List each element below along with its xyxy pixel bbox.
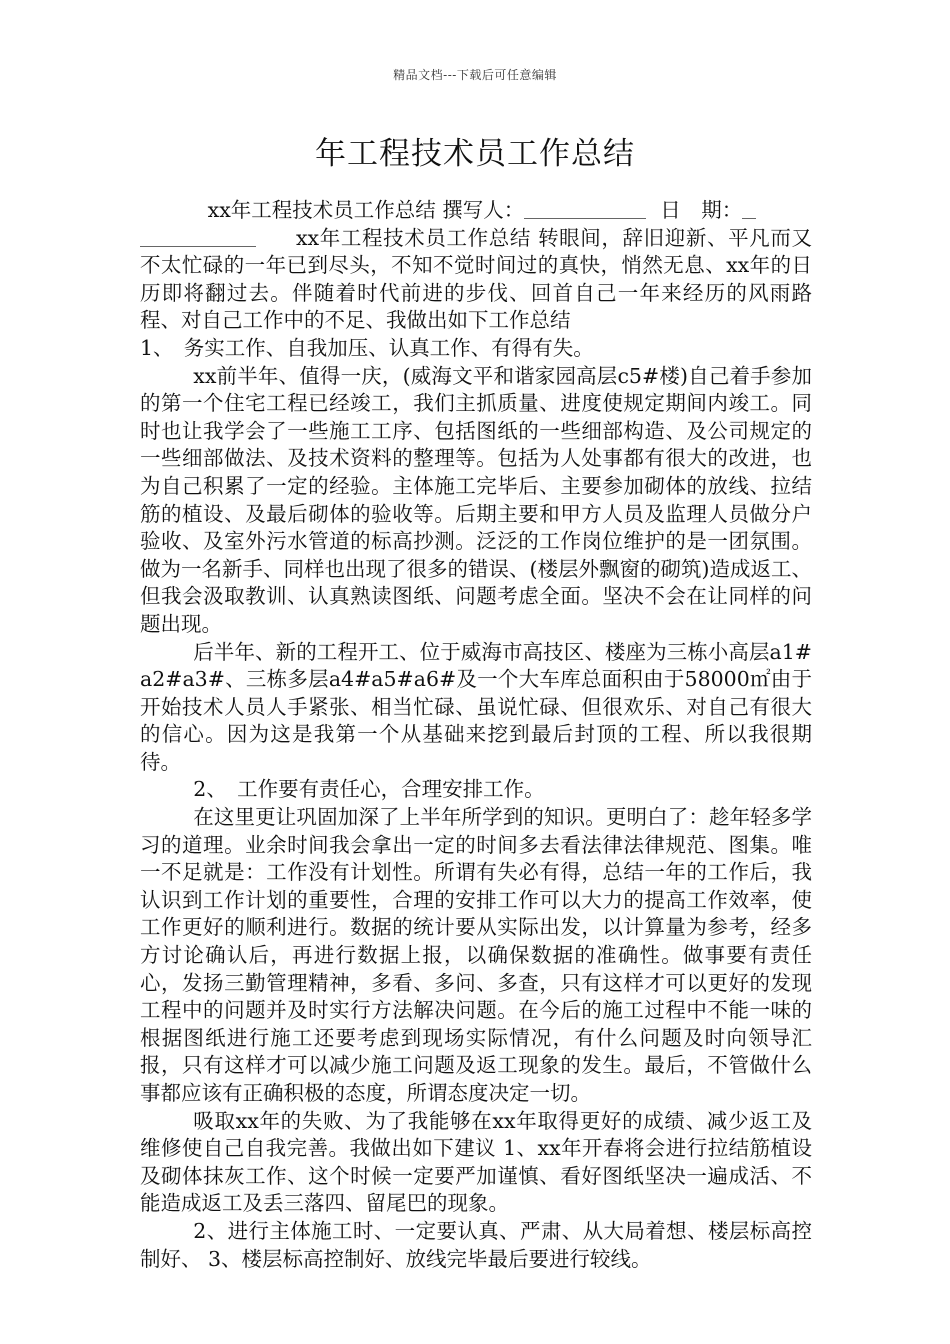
author-label: 撰写人： — [442, 198, 525, 222]
document-title: 年工程技术员工作总结 — [315, 136, 635, 172]
meta-line — [140, 197, 812, 225]
paragraph-main-construction: 2、进行主体施工时、一定要认真、严肃、从大局着想、楼层标高控制好、 3、楼层标高控制好、放线完毕最后要进行较线。 — [140, 1218, 812, 1271]
header-note: 精品文档---下载后可任意编辑 — [393, 68, 557, 82]
paragraph-suggestions: 吸取xx年的失败、为了我能够在xx年取得更好的成绩、减少返工及维修使自己自我完善。我做出如下建议 1、xx年开春将会进行拉结筋植设及砌体抹灰工作、这个时候一定要严加谨慎、看好图纸坚决一遍成活、不能造成返工及丢三落四、留尾巴的现象。 — [140, 1108, 812, 1216]
date-blank-continued — [140, 230, 256, 247]
intro-paragraph — [140, 225, 812, 335]
paragraph-first-half: xx前半年、值得一庆，(威海文平和谐家园高层c5#楼)自己着手参加的第一个住宅工程已经竣工，我们主抓质量、进度使规定期间内竣工。同时也让我学会了一些施工工序、包括图纸的一些细部构造、及公司规定的一些细部做法、及技术资料的整理等。包括为人处事都有很大的改进，也为自己积累了一定的经验。主体施工完毕后、主要参加砌体的放线、拉结筋的植设、及最后砌体的验收等。后期主要和甲方人员及监理人员做分户验收、及室外污水管道的标高抄测。泛泛的工作岗位维护的是一团氛围。做为一名新手、同样也出现了很多的错误、(楼层外飘窗的砌筑)造成返工、但我会汲取教训、认真熟读图纸、问题考虑全面。坚决不会在让同样的问题出现。 — [140, 363, 812, 636]
meta-doc-name: xx年工程技术员工作总结 — [207, 198, 436, 222]
author-blank — [524, 202, 646, 219]
intro-text: xx年工程技术员工作总结 转眼间，辞旧迎新、平凡而又不太忙碌的一年已到尽头，不知不觉时间过的真快，悄然无息、xx年的日历即将翻过去。伴随着时代前进的步伐、回首自己一年来经历的风雨路程、对自己工作中的不足、我做出如下工作总结 — [140, 225, 812, 333]
paragraph-second-half: 后半年、新的工程开工、位于威海市高技区、楼座为三栋小高层a1#a2#a3#、三栋多层a4#a5#a6#及一个大车库总面积由于58000㎡由于开始技术人员人手紧张、相当忙碌、虽说忙碌、但很欢乐、对自己有很大的信心。因为这是我第一个从基础来挖到最后封顶的工程、所以我很期待。 — [140, 639, 812, 774]
paragraph-consolidation: 在这里更让巩固加深了上半年所学到的知识。更明白了：趁年轻多学习的道理。业余时间我会拿出一定的时间多去看法律法律规范、图集。唯一不足就是：工作没有计划性。所谓有失必有得，总结一年的工作后，我认识到工作计划的重要性，合理的安排工作可以大力的提高工作效率，使工作更好的顺利进行。数据的统计要从实际出发，以计算量为参考，经多方讨论确认后，再进行数据上报，以确保数据的准确性。做事要有责任心，发扬三勤管理精神，多看、多问、多查，只有这样才可以更好的发现工程中的问题并及时实行方法解决问题。在今后的施工过程中不能一味的根据图纸进行施工还要考虑到现场实际情况，有什么问题及时向领导汇报，只有这样才可以减少施工问题及返工现象的发生。最后，不管做什么事都应该有正确积极的态度，所谓态度决定一切。 — [140, 805, 812, 1105]
date-blank — [742, 202, 756, 219]
document-body — [140, 197, 812, 1273]
section-heading-2: 2、 工作要有责任心，合理安排工作。 — [193, 777, 545, 802]
section-heading-1: 1、 务实工作、自我加压、认真工作、有得有失。 — [140, 335, 594, 360]
date-label: 日 期： — [660, 198, 743, 222]
